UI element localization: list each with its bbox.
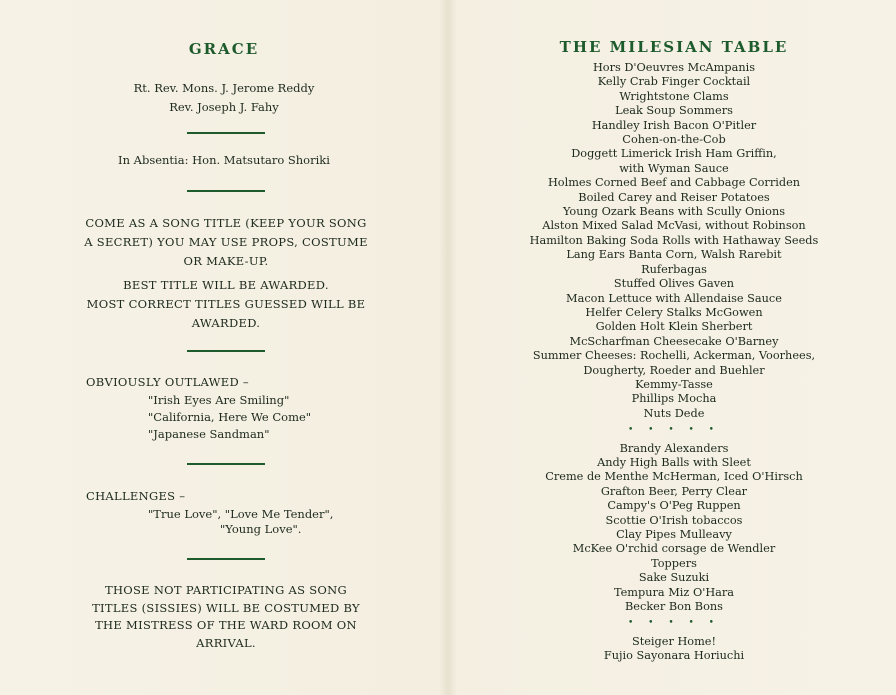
food-item: Kemmy-Tasse: [635, 377, 713, 391]
food-item: Macon Lettuce with Allendaise Sauce: [566, 291, 782, 305]
drink-item: Becker Bon Bons: [625, 600, 723, 614]
farewell-line: Steiger Home!: [631, 634, 717, 648]
awards-line: AWARDED.: [191, 316, 261, 330]
drink-item: Clay Pipes Mulleavy: [616, 528, 732, 541]
grace-line-2: Rev. Joseph J. Fahy: [169, 100, 279, 114]
drink-item: Tempura Miz O'Hara: [613, 585, 735, 599]
grace-title: GRACE: [188, 40, 260, 58]
table-title: THE MILESIAN TABLE: [559, 38, 789, 56]
closing-line: THE MISTRESS OF THE WARD ROOM ON: [95, 618, 357, 632]
divider: [187, 463, 265, 465]
menu-list: [452, 61, 896, 664]
food-item: Hors D'Oeuvres McAmpanis: [592, 61, 756, 74]
food-item: Hamilton Baking Soda Rolls with Hathaway Seeds: [529, 233, 819, 247]
food-item: Kelly Crab Finger Cocktail: [597, 75, 751, 89]
divider: [187, 350, 265, 352]
food-item: Nuts Dede: [643, 406, 705, 420]
closing-note: [0, 582, 452, 652]
challenge-song: "Young Love".: [220, 522, 302, 536]
awards-line: MOST CORRECT TITLES GUESSED WILL BE: [86, 297, 366, 311]
food-item: Golden Holt Klein Sherbert: [595, 320, 753, 334]
food-item: Helfer Celery Stalks McGowen: [585, 305, 763, 319]
food-item: Cohen-on-the-Cob: [622, 133, 726, 147]
closing-line: TITLES (SISSIES) WILL BE COSTUMED BY: [92, 600, 360, 615]
right-panel: [452, 0, 896, 695]
food-item: Wrightstone Clams: [619, 89, 729, 103]
dot-separator: • • • • •: [628, 425, 720, 436]
drink-item: McKee O'rchid corsage de Wendler: [572, 542, 776, 556]
food-item: McScharfman Cheesecake O'Barney: [569, 334, 779, 348]
drink-item: Scottie O'Irish tobaccos: [605, 513, 743, 527]
food-item: Young Ozark Beans with Scully Onions: [562, 205, 786, 219]
instruction-line: COME AS A SONG TITLE (KEEP YOUR SONG: [85, 216, 367, 230]
food-item: Boiled Carey and Reiser Potatoes: [578, 190, 770, 204]
food-item: Holmes Corned Beef and Cabbage Corriden: [547, 176, 801, 190]
food-item: Doggett Limerick Irish Ham Griffin,: [571, 147, 777, 161]
food-item: Ruferbagas: [641, 262, 707, 276]
food-item: with Wyman Sauce: [619, 161, 729, 175]
closing-line: THOSE NOT PARTICIPATING AS SONG: [104, 583, 348, 597]
food-item: Lang Ears Banta Corn, Walsh Rarebit: [566, 248, 782, 262]
food-item: Dougherty, Roeder and Buehler: [583, 363, 765, 377]
divider: [187, 558, 265, 560]
food-item: Alston Mixed Salad McVasi, without Robinson: [542, 219, 806, 233]
food-item: Handley Irish Bacon O'Pitler: [591, 118, 757, 132]
awards-line: BEST TITLE WILL BE AWARDED.: [123, 278, 329, 292]
challenges-heading: CHALLENGES –: [86, 489, 186, 503]
divider: [187, 132, 265, 134]
song-instructions: [0, 214, 452, 271]
food-item: Phillips Mocha: [631, 392, 717, 406]
food-item: Stuffed Olives Gaven: [613, 277, 735, 291]
outlawed-song: "Irish Eyes Are Smiling": [148, 393, 290, 407]
dot-separator: • • • • •: [628, 618, 720, 629]
drink-item: Grafton Beer, Perry Clear: [600, 484, 748, 498]
outlawed-song: "California, Here We Come": [148, 410, 312, 424]
drink-item: Brandy Alexanders: [619, 441, 729, 455]
food-item: Leak Soup Sommers: [615, 104, 733, 118]
challenge-song: "True Love", "Love Me Tender",: [148, 507, 334, 521]
drink-item: Andy High Balls with Sleet: [597, 455, 751, 469]
closing-line: ARRIVAL.: [196, 635, 256, 650]
instruction-line: A SECRET) YOU MAY USE PROPS, COSTUME: [84, 235, 368, 249]
farewell-line: Fujio Sayonara Horiuchi: [603, 649, 745, 663]
drink-item: Campy's O'Peg Ruppen: [607, 499, 741, 513]
grace-line-1: Rt. Rev. Mons. J. Jerome Reddy: [133, 81, 315, 95]
drink-item: Creme de Menthe McHerman, Iced O'Hirsch: [545, 470, 803, 484]
divider: [187, 190, 265, 192]
absentia-line: In Absentia: Hon. Matsutaro Shoriki: [118, 153, 330, 167]
food-item: Summer Cheeses: Rochelli, Ackerman, Voorhees,: [532, 349, 816, 363]
outlawed-heading: OBVIOUSLY OUTLAWED –: [86, 375, 249, 389]
drink-item: Toppers: [651, 556, 697, 570]
drink-item: Sake Suzuki: [638, 571, 710, 585]
outlawed-song: "Japanese Sandman": [148, 427, 270, 441]
instruction-line: OR MAKE-UP.: [183, 254, 269, 268]
awards-text: [0, 276, 452, 333]
